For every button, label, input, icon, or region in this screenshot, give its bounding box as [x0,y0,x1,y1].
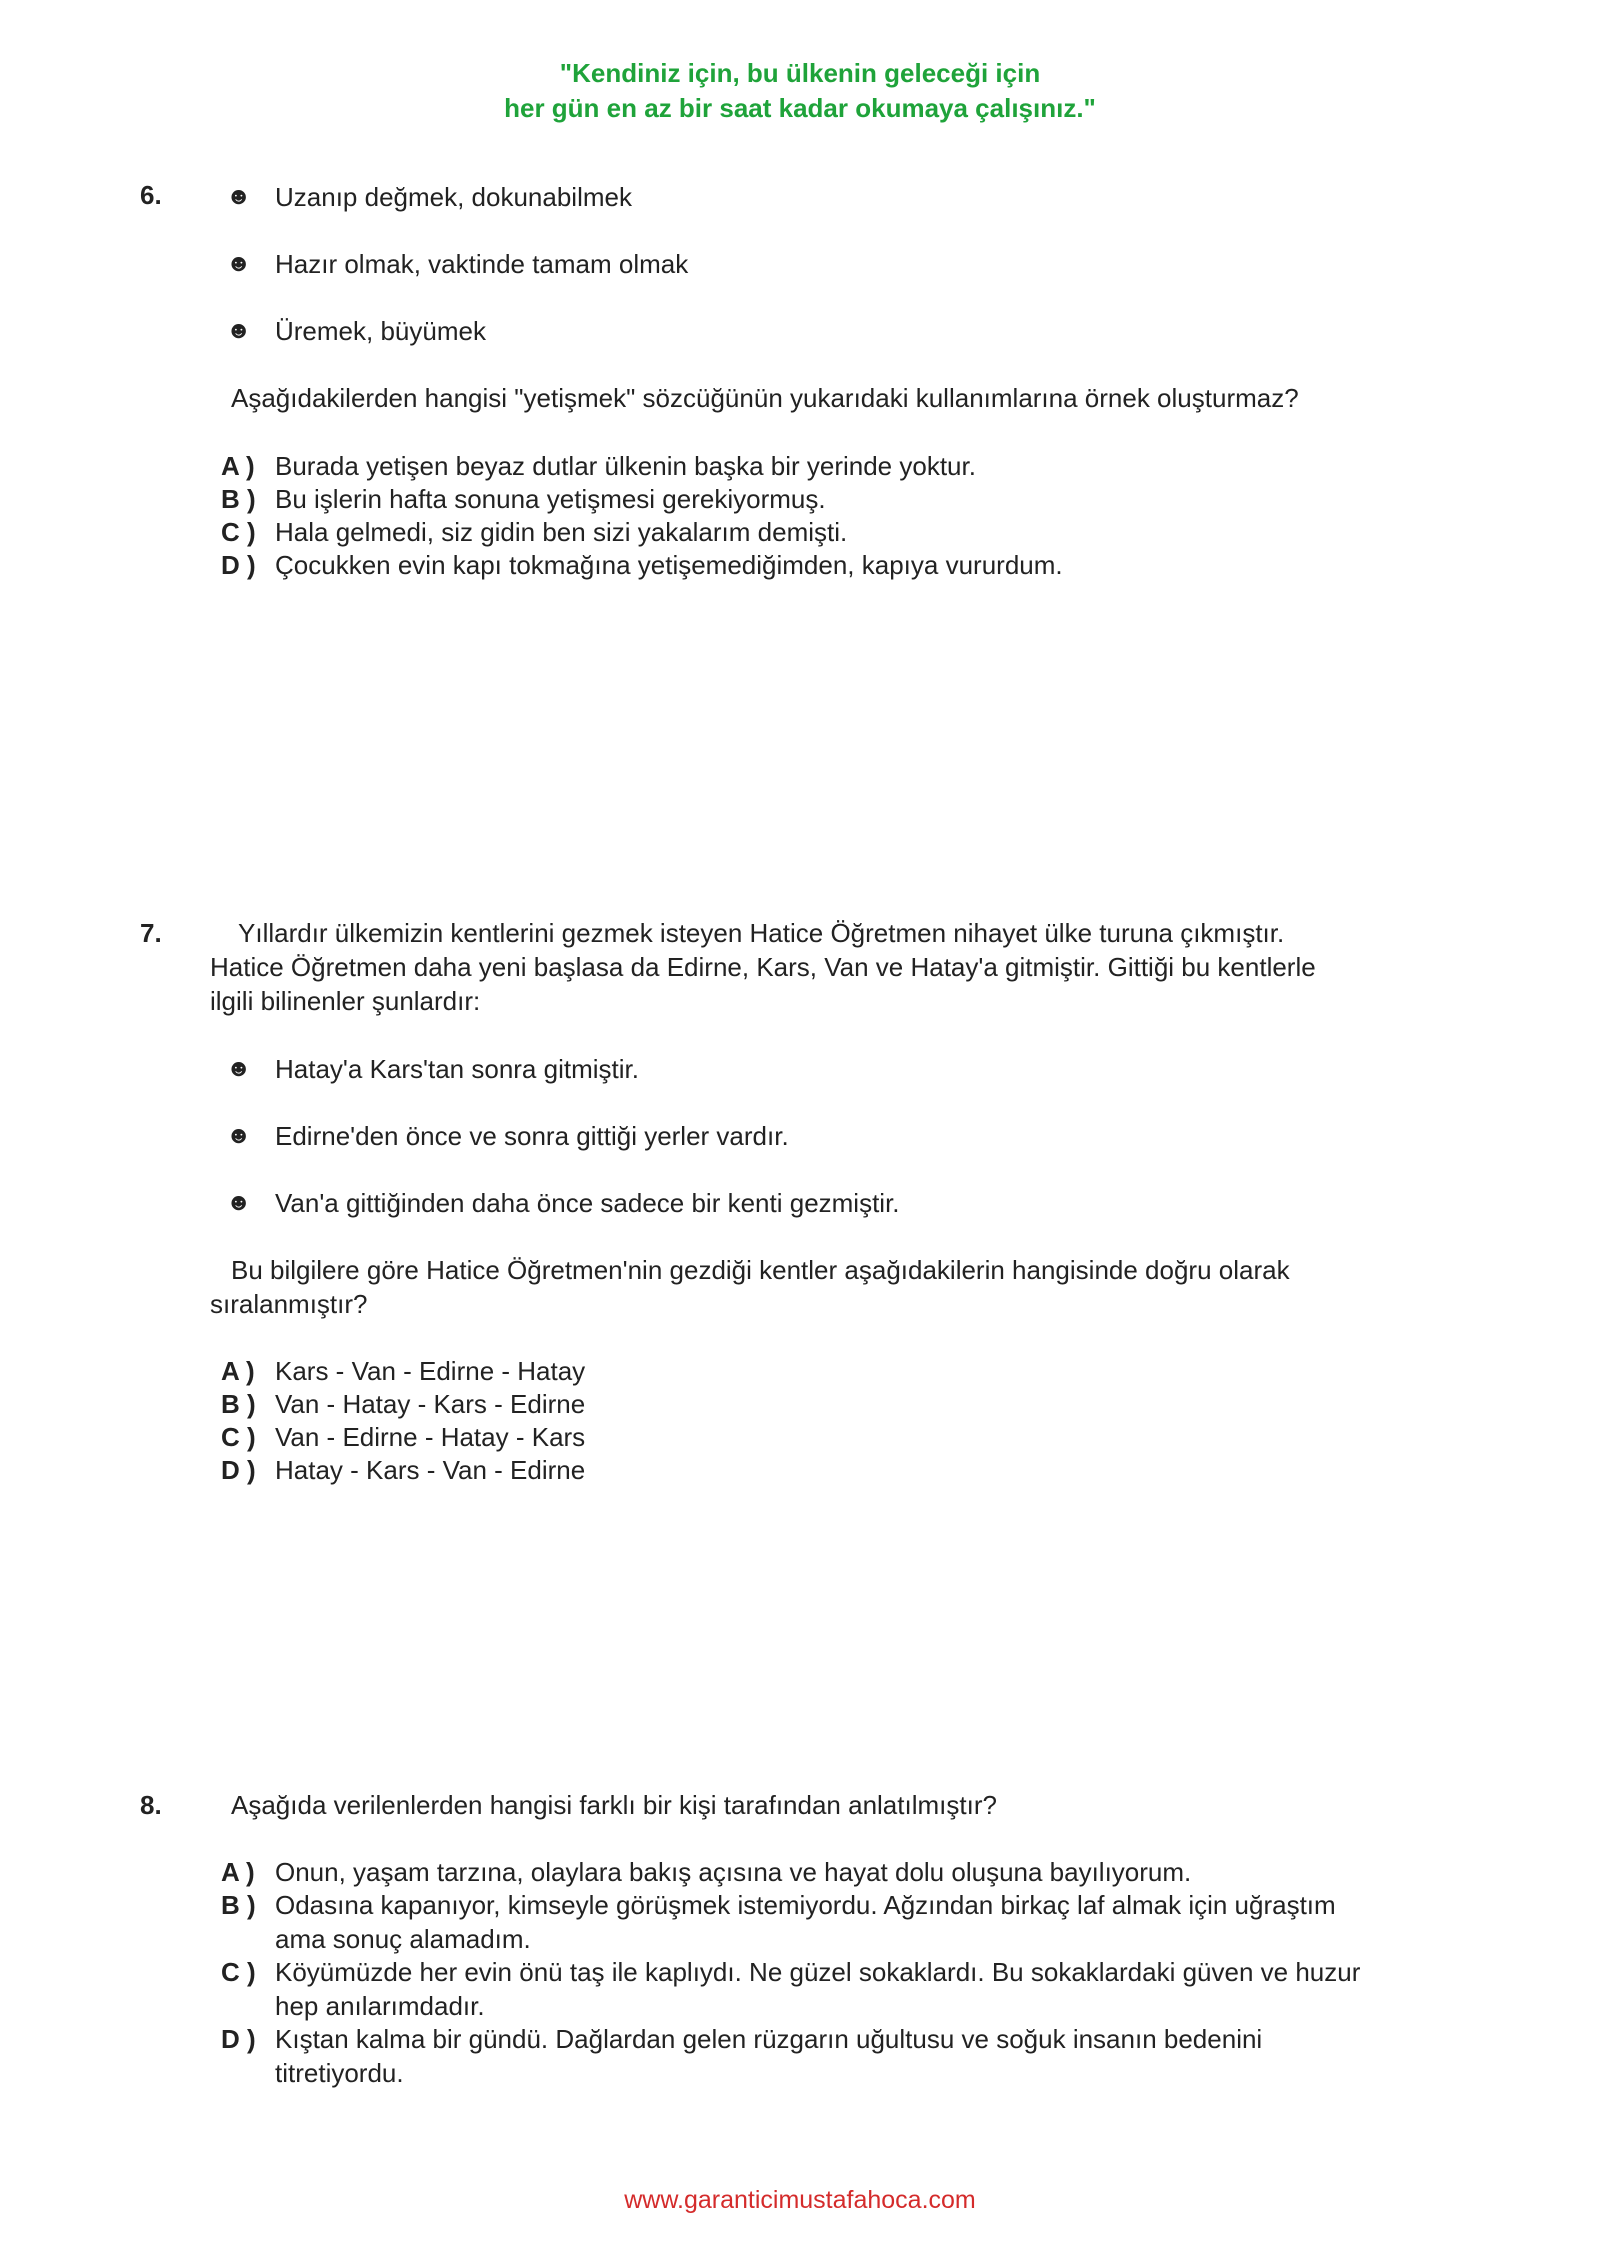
bullet-item: Uzanıp değmek, dokunabilmek [275,182,632,212]
option-letter-d: D ) [221,550,256,580]
option-b-line: ama sonuç alamadım. [275,1924,531,1954]
option-d[interactable] [275,2022,1425,2090]
option-letter-c: C ) [221,517,256,547]
option-c[interactable] [275,1955,1425,2023]
option-a[interactable]: Kars - Van - Edirne - Hatay [275,1356,586,1386]
option-d-line: titretiyordu. [275,2058,404,2088]
option-a[interactable]: Burada yetişen beyaz dutlar ülkenin başka bir yerinde yoktur. [275,451,976,481]
question-intro-line: ilgili bilinenler şunlardır: [210,986,481,1016]
option-letter-c: C ) [221,1957,256,1987]
bullet-item: Hazır olmak, vaktinde tamam olmak [275,249,689,279]
question-number: 7. [140,918,162,948]
question-stem-line: Bu bilgilere göre Hatice Öğretmen'nin gezdiği kentler aşağıdakilerin hangisinde doğru olarak [231,1255,1290,1285]
option-c-line: hep anılarımdadır. [275,1991,485,2021]
footer-website-link[interactable]: www.garanticimustafahoca.com [624,2186,976,2214]
option-letter-c: C ) [221,1422,256,1452]
option-letter-d: D ) [221,2024,256,2054]
option-c-line: Köyümüzde her evin önü taş ile kaplıydı. Ne güzel sokaklardı. Bu sokaklardaki güven ve huzur [275,1957,1361,1987]
option-letter-b: B ) [221,484,256,514]
bullet-icon: ☻ [226,317,252,344]
question-number: 8. [140,1790,162,1820]
bullet-icon: ☻ [226,1189,252,1216]
option-b[interactable]: Van - Hatay - Kars - Edirne [275,1389,586,1419]
bullet-icon: ☻ [226,183,252,210]
question-stem-line: sıralanmıştır? [210,1289,368,1319]
option-letter-a: A ) [221,1356,255,1386]
option-d[interactable]: Çocukken evin kapı tokmağına yetişemediğimden, kapıya vururdum. [275,550,1063,580]
option-c[interactable]: Van - Edirne - Hatay - Kars [275,1422,586,1452]
question-stem: Aşağıdakilerden hangisi "yetişmek" sözcüğünün yukarıdaki kullanımlarına örnek oluşturmaz? [231,383,1299,413]
header-line-2: her gün en az bir saat kadar okumaya çalışınız." [504,93,1096,123]
option-a-line: Onun, yaşam tarzına, olaylara bakış açısına ve hayat dolu oluşuna bayılıyorum. [275,1857,1192,1887]
option-letter-b: B ) [221,1389,256,1419]
option-letter-a: A ) [221,451,255,481]
page-header-quote [0,56,1600,126]
question-number: 6. [140,180,162,210]
option-c[interactable]: Hala gelmedi, siz gidin ben sizi yakalarım demişti. [275,517,848,547]
bullet-item: Üremek, büyümek [275,316,486,346]
bullet-item: Van'a gittiğinden daha önce sadece bir kenti gezmiştir. [275,1188,900,1218]
option-letter-d: D ) [221,1455,256,1485]
question-stem: Aşağıda verilenlerden hangisi farklı bir kişi tarafından anlatılmıştır? [231,1790,997,1820]
header-line-1: "Kendiniz için, bu ülkenin geleceği için [559,58,1041,88]
option-b-line: Odasına kapanıyor, kimseyle görüşmek istemiyordu. Ağzından birkaç laf almak için uğraştım [275,1890,1336,1920]
bullet-icon: ☻ [226,1055,252,1082]
option-a[interactable] [275,1855,1425,1889]
question-intro-line: Yıllardır ülkemizin kentlerini gezmek isteyen Hatice Öğretmen nihayet ülke turuna çıkmıştır. [238,918,1285,948]
bullet-icon: ☻ [226,250,252,277]
option-b[interactable]: Bu işlerin hafta sonuna yetişmesi gerekiyormuş. [275,484,826,514]
option-d-line: Kıştan kalma bir gündü. Dağlardan gelen rüzgarın uğultusu ve soğuk insanın bedenini [275,2024,1263,2054]
bullet-item: Hatay'a Kars'tan sonra gitmiştir. [275,1054,639,1084]
option-b[interactable] [275,1888,1425,1956]
option-letter-a: A ) [221,1857,255,1887]
question-intro-line: Hatice Öğretmen daha yeni başlasa da Edirne, Kars, Van ve Hatay'a gitmiştir. Gittiği bu kentlerle [210,952,1316,982]
option-letter-b: B ) [221,1890,256,1920]
bullet-icon: ☻ [226,1122,252,1149]
bullet-item: Edirne'den önce ve sonra gittiği yerler vardır. [275,1121,789,1151]
option-d[interactable]: Hatay - Kars - Van - Edirne [275,1455,586,1485]
